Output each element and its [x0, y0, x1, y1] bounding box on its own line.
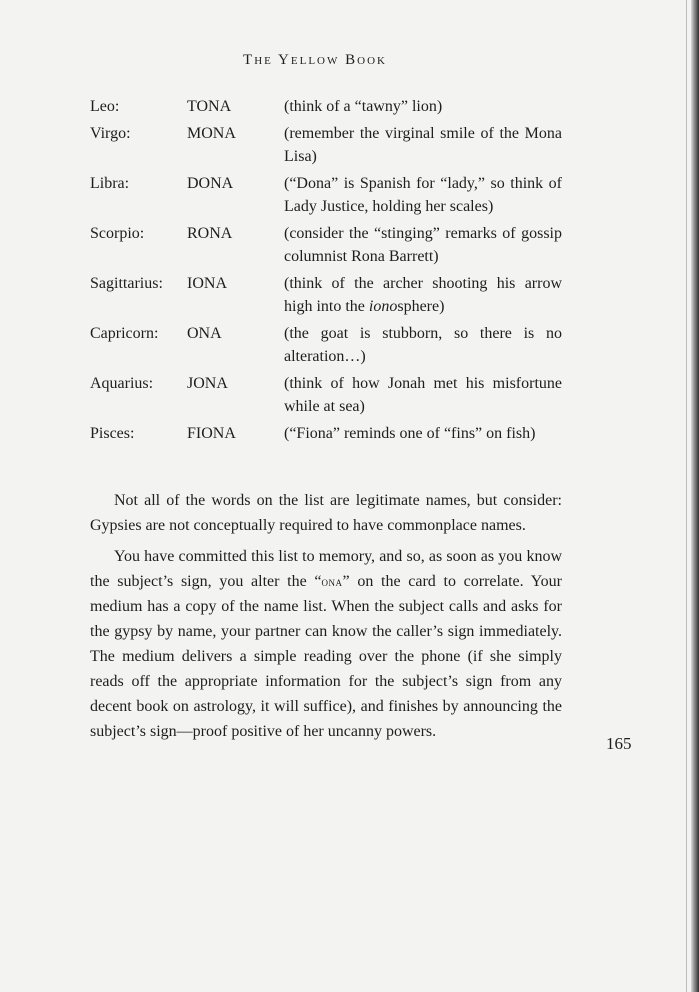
table-row: [90, 372, 570, 418]
page-number: 165: [606, 734, 632, 753]
table-row: [90, 322, 570, 368]
table-row: [90, 272, 570, 318]
table-row: [90, 122, 570, 168]
gypsy-name: MONA: [187, 125, 236, 142]
paragraph: [90, 544, 562, 744]
mnemonic: (“Fiona” reminds one of “fins” on fish): [284, 425, 536, 442]
mnemonic: (think of a “tawny” lion): [284, 98, 443, 115]
zodiac-sign: Leo:: [90, 98, 120, 115]
gypsy-name: IONA: [187, 275, 227, 292]
mnemonic: (consider the “stinging” remarks of gossip columnist Rona Barrett): [284, 225, 562, 265]
mnemonic-text: sphere): [397, 298, 445, 315]
name-list-table: [90, 95, 570, 449]
paragraph-text: ” on the card to correlate. Your medium has a copy of the name list. When the subject calls and asks for the gypsy by name, your partner can know the caller’s sign immediately. The medium delivers a simple reading over the phone (if she simply reads off the appropriate information for the subject’s sign from any decent book on astrology, it will suffice), and finishes by announcing the subject’s sign—proof positive of her uncanny powers.: [90, 573, 563, 740]
zodiac-sign: Sagittarius:: [90, 275, 163, 292]
zodiac-sign: Virgo:: [90, 125, 131, 142]
mnemonic-text: (think of the archer shooting his arrow high into the: [284, 275, 562, 315]
zodiac-sign: Pisces:: [90, 425, 135, 442]
mnemonic: (“Dona” is Spanish for “lady,” so think of Lady Justice, holding her scales): [284, 175, 562, 215]
gypsy-name: FIONA: [187, 425, 236, 442]
gypsy-name: ONA: [187, 325, 222, 342]
page-edge: [691, 0, 699, 992]
gypsy-name: DONA: [187, 175, 234, 192]
paragraph: Not all of the words on the list are legitimate names, but consider: Gypsies are not conceptually required to have commonplace names.: [90, 492, 562, 534]
page-edge-line: [686, 0, 687, 992]
body-text: [90, 488, 562, 744]
mnemonic: (remember the virginal smile of the Mona Lisa): [284, 125, 562, 165]
zodiac-sign: Aquarius:: [90, 375, 154, 392]
zodiac-sign: Libra:: [90, 175, 130, 192]
small-caps-ona: ona: [321, 574, 343, 589]
gypsy-name: TONA: [187, 98, 232, 115]
table-row: [90, 422, 570, 445]
zodiac-sign: Scorpio:: [90, 225, 145, 242]
running-head: The Yellow Book: [243, 52, 387, 68]
gypsy-name: JONA: [187, 375, 228, 392]
mnemonic: (the goat is stubborn, so there is no alteration…): [284, 325, 562, 365]
table-row: [90, 172, 570, 218]
table-row: [90, 95, 570, 118]
zodiac-sign: Capricorn:: [90, 325, 159, 342]
mnemonic: (think of how Jonah met his misfortune while at sea): [284, 375, 562, 415]
table-row: [90, 222, 570, 268]
mnemonic-emphasis: iono: [368, 298, 398, 315]
paragraph-text: You have committed this list to memory, and so, as soon as you know the subject’s sign, you alter the “: [90, 548, 562, 590]
gypsy-name: RONA: [187, 225, 233, 242]
mnemonic: [284, 272, 562, 318]
